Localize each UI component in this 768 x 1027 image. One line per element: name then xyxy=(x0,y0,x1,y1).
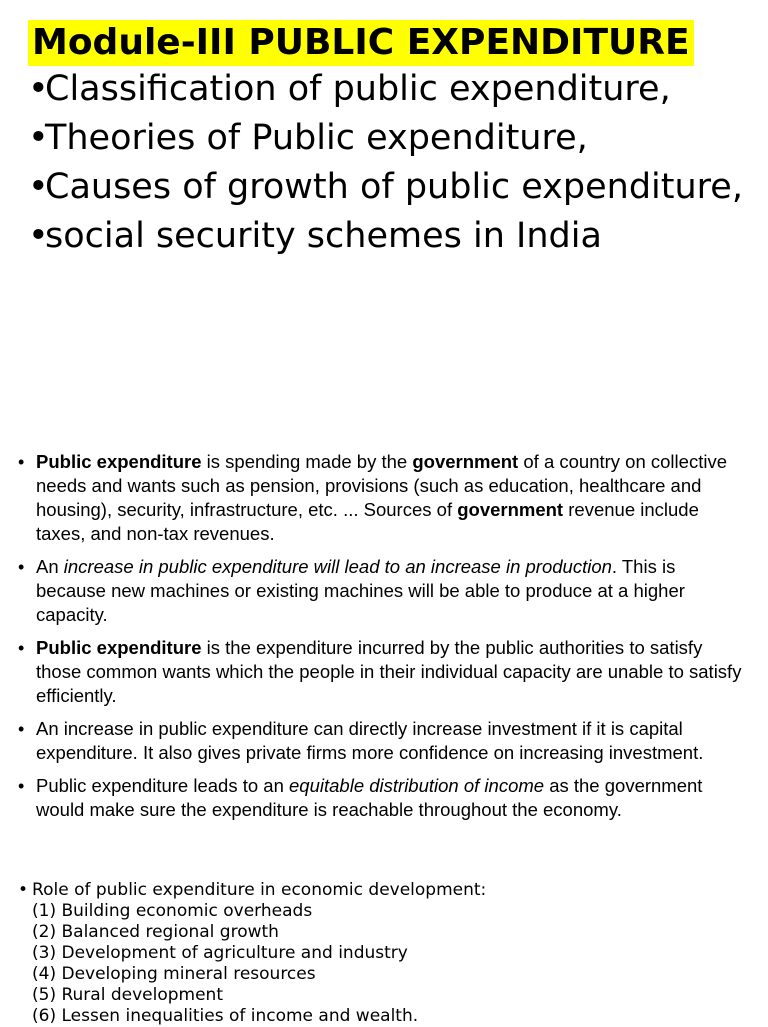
paragraph-item xyxy=(18,717,746,765)
role-item: (2) Balanced regional growth xyxy=(32,922,279,942)
paragraph-segment: An xyxy=(36,556,64,577)
role-block xyxy=(18,880,746,1027)
bullet-icon: • xyxy=(18,638,25,658)
module-title: Module-III PUBLIC EXPENDITURE xyxy=(28,20,694,66)
bullet-icon: • xyxy=(18,880,29,900)
bullet-icon: • xyxy=(28,118,49,158)
paragraph-segment: An increase in public expenditure can directly increase investment if it is capital expenditure. It also gives private firms more confidence on increasing investment. xyxy=(36,718,704,763)
paragraph-segment: of a country on collective needs and wants such as pension, provisions (such as education, healthcare and housing), security, infrastructure, etc. ... Sources of xyxy=(36,451,727,520)
topic-text: Theories of Public expenditure, xyxy=(45,118,588,158)
bullet-icon: • xyxy=(18,719,25,739)
role-heading-text: Role of public expenditure in economic development: xyxy=(32,880,487,900)
paragraph-list xyxy=(18,450,746,831)
bullet-icon: • xyxy=(28,216,49,256)
paragraph-item xyxy=(18,774,746,822)
paragraph-segment: . This is because new machines or existing machines will be able to produce at a higher capacity. xyxy=(36,556,685,625)
paragraph-segment: government xyxy=(412,451,519,472)
role-item: (3) Development of agriculture and industry xyxy=(32,943,408,963)
topic-item xyxy=(28,117,758,160)
topic-list xyxy=(28,68,758,264)
bullet-icon: • xyxy=(28,69,49,109)
paragraph-segment: government xyxy=(457,499,564,520)
top-slide xyxy=(0,0,768,420)
role-list xyxy=(18,901,746,1027)
bullet-icon: • xyxy=(18,452,25,472)
topic-item xyxy=(28,215,758,258)
paragraph-segment: is spending made by the xyxy=(201,451,413,472)
role-item: (1) Building economic overheads xyxy=(32,901,313,921)
role-item: (4) Developing mineral resources xyxy=(32,964,316,984)
topic-item xyxy=(28,166,758,209)
role-item: (5) Rural development xyxy=(32,985,223,1005)
bullet-icon: • xyxy=(18,776,25,796)
paragraph-item xyxy=(18,555,746,627)
paragraph-item xyxy=(18,450,746,546)
paragraph-segment: Public expenditure xyxy=(36,637,202,658)
topic-item xyxy=(28,68,758,111)
topic-text: social security schemes in India xyxy=(45,216,602,256)
paragraph-item xyxy=(18,636,746,708)
paragraph-segment: equitable distribution of income xyxy=(289,775,545,796)
paragraph-segment: revenue include taxes, and non-tax revenues. xyxy=(36,499,699,544)
bottom-slide xyxy=(0,440,768,1024)
paragraph-segment: is the expenditure incurred by the public authorities to satisfy those common wants which the people in their individual capacity are unable to satisfy efficiently. xyxy=(36,637,742,706)
topic-text: Causes of growth of public expenditure, xyxy=(45,167,743,207)
bullet-icon: • xyxy=(28,167,49,207)
role-heading xyxy=(18,880,746,901)
paragraph-segment: Public expenditure xyxy=(36,451,202,472)
topic-text: Classification of public expenditure, xyxy=(45,69,671,109)
paragraph-segment: increase in public expenditure will lead to an increase in production xyxy=(63,556,612,577)
role-item: (6) Lessen inequalities of income and wealth. xyxy=(32,1006,419,1026)
paragraph-segment: Public expenditure leads to an xyxy=(36,775,290,796)
bullet-icon: • xyxy=(18,557,25,577)
paragraph-segment: as the government would make sure the expenditure is reachable throughout the economy. xyxy=(36,775,703,820)
